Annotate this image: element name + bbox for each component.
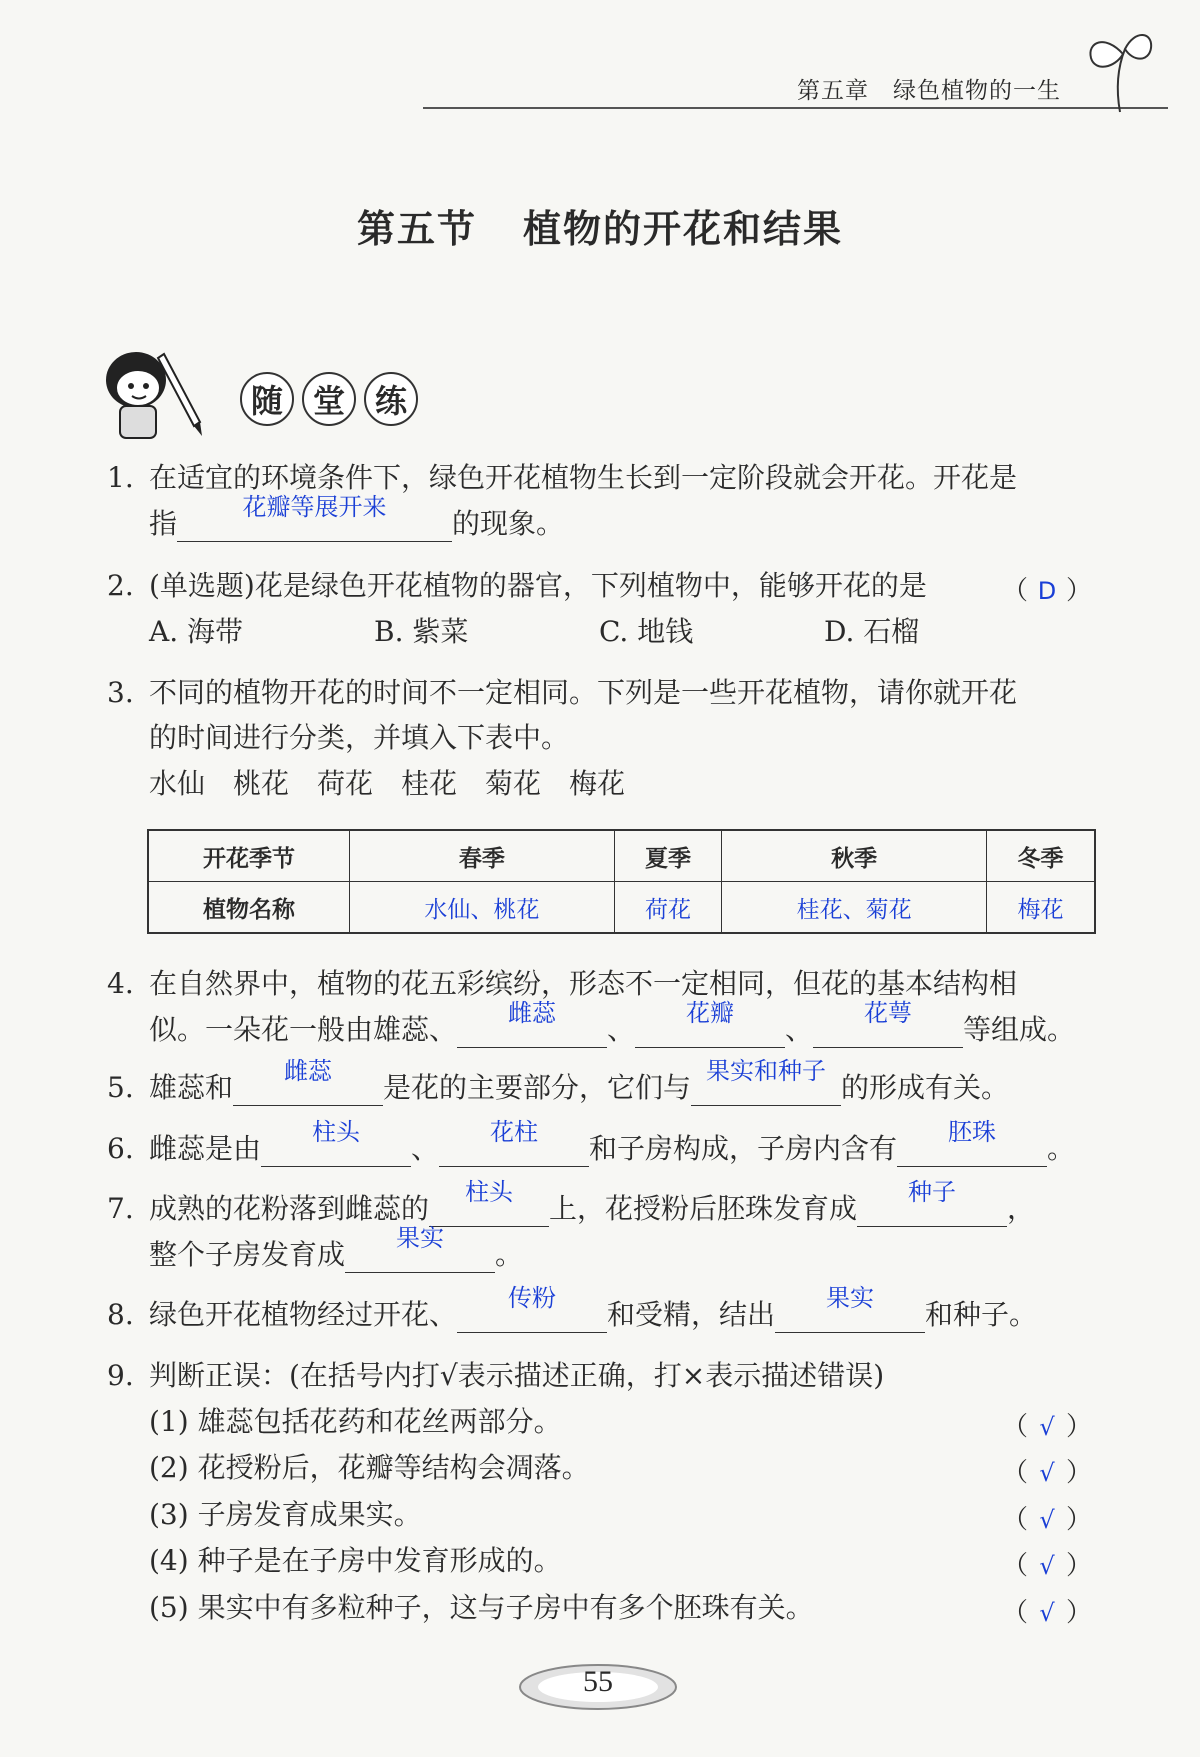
question-8 [107, 1284, 1038, 1333]
question-6 [107, 1118, 1076, 1167]
answer-blank[interactable] [813, 999, 963, 1048]
question-text: ， [1007, 1192, 1036, 1225]
answer-text: D [1037, 577, 1057, 605]
answer-blank[interactable] [691, 1057, 841, 1106]
answer-blank[interactable] [457, 999, 607, 1048]
question-number: 6. [107, 1132, 134, 1165]
table-header-cell: 夏季 [614, 830, 721, 882]
answer-blank[interactable] [177, 493, 452, 542]
separator: 、 [785, 1013, 814, 1046]
answer-blank[interactable] [775, 1284, 925, 1333]
judgement-item: (1) 雄蕊包括花药和花丝两部分。 [149, 1405, 562, 1438]
table-header-cell: 秋季 [722, 830, 987, 882]
option-a: A. 海带 [149, 615, 244, 648]
judgement-answer-box[interactable]: （ √ ） [1002, 1412, 1093, 1442]
table-row-label: 植物名称 [148, 882, 350, 934]
question-text: (单选题)花是绿色开花植物的器官，下列植物中，能够开花的是 [149, 569, 927, 602]
judgement-answer-box[interactable]: （ √ ） [1002, 1551, 1093, 1581]
option-b: B. 紫菜 [374, 615, 469, 648]
choice-answer-box[interactable]: （ D ） [1002, 576, 1093, 606]
answer-blank[interactable] [439, 1118, 589, 1167]
question-number: 2. [107, 569, 134, 602]
question-text: 和受精，结出 [607, 1298, 776, 1331]
question-7-line2 [149, 1224, 524, 1273]
question-text: 似。一朵花一般由雄蕊、 [149, 1013, 458, 1046]
answer-text: √ [1039, 1459, 1055, 1487]
table-header-cell: 开花季节 [148, 830, 350, 882]
question-number: 8. [107, 1298, 134, 1331]
section-number: 第五节 [356, 207, 477, 251]
question-4-line2 [149, 999, 1076, 1048]
judgement-answer-box[interactable]: （ √ ） [1002, 1598, 1093, 1628]
question-text: 成熟的花粉落到雌蕊的 [149, 1192, 430, 1225]
answer-text: 传粉 [508, 1284, 557, 1312]
answer-text: 花瓣 [686, 999, 735, 1027]
question-number: 7. [107, 1192, 134, 1225]
question-1-line2 [149, 493, 565, 542]
question-3-line1 [107, 675, 1017, 711]
badge-char: 随 [240, 372, 294, 426]
judgement-item: (2) 花授粉后，花瓣等结构会凋落。 [149, 1451, 590, 1484]
separator: 、 [607, 1013, 636, 1046]
leaf-icon [1085, 24, 1155, 114]
page-number: 55 [583, 1665, 613, 1698]
chapter-header: 第五章 绿色植物的一生 [797, 78, 1061, 104]
question-9-stem [107, 1358, 884, 1394]
answer-blank[interactable] [897, 1118, 1047, 1167]
question-text: 是花的主要部分，它们与 [383, 1071, 692, 1104]
question-text: 绿色开花植物经过开花、 [149, 1298, 458, 1331]
answer-blank[interactable] [345, 1224, 495, 1273]
question-text: 在适宜的环境条件下，绿色开花植物生长到一定阶段就会开花。开花是 [149, 461, 1018, 494]
question-2-options [149, 614, 1049, 650]
question-text: 上，花授粉后胚珠发育成 [549, 1192, 858, 1225]
table-header-cell: 春季 [350, 830, 615, 882]
question-text: 不同的植物开花的时间不一定相同。下列是一些开花植物，请你就开花 [149, 676, 1018, 709]
question-text: 和子房构成，子房内含有 [589, 1132, 898, 1165]
answer-text: 柱头 [312, 1118, 361, 1146]
question-number: 1. [107, 461, 134, 494]
answer-text: 果实 [396, 1224, 445, 1252]
answer-text: 胚珠 [948, 1118, 997, 1146]
answer-text: √ [1039, 1413, 1055, 1441]
answer-text: 雌蕊 [508, 999, 557, 1027]
answer-text: 果实 [826, 1284, 875, 1312]
question-text: 判断正误：(在括号内打√表示描述正确，打×表示描述错误) [149, 1359, 885, 1392]
answer-text: 种子 [908, 1178, 957, 1206]
student-mascot-icon [98, 344, 218, 444]
answer-blank[interactable] [635, 999, 785, 1048]
question-number: 9. [107, 1359, 134, 1392]
answer-blank[interactable] [457, 1284, 607, 1333]
practice-badge [240, 372, 418, 426]
question-text: 的现象。 [452, 507, 565, 540]
question-text: 等组成。 [963, 1013, 1076, 1046]
question-2-stem [107, 568, 927, 604]
question-5 [107, 1057, 1010, 1106]
table-answer-cell[interactable]: 梅花 [987, 882, 1095, 934]
question-text: 指 [149, 507, 178, 540]
table-answer-cell[interactable]: 荷花 [614, 882, 721, 934]
question-text: 雌蕊是由 [149, 1132, 262, 1165]
plant-list: 水仙 桃花 荷花 桂花 菊花 梅花 [149, 767, 626, 800]
answer-blank[interactable] [233, 1057, 383, 1106]
header-rule [423, 107, 1168, 109]
answer-text: √ [1039, 1599, 1055, 1627]
answer-blank[interactable] [857, 1178, 1007, 1227]
question-number: 3. [107, 676, 134, 709]
option-c: C. 地钱 [599, 615, 694, 648]
judgement-answer-box[interactable]: （ √ ） [1002, 1505, 1093, 1535]
question-text: 在自然界中，植物的花五彩缤纷，形态不一定相同，但花的基本结构相 [149, 967, 1018, 1000]
table-row [148, 882, 1095, 934]
judgement-item: (4) 种子是在子房中发育形成的。 [149, 1544, 562, 1577]
table-answer-cell[interactable]: 水仙、桃花 [350, 882, 615, 934]
section-name: 植物的开花和结果 [523, 207, 844, 251]
answer-blank[interactable] [261, 1118, 411, 1167]
badge-char: 堂 [302, 372, 356, 426]
judgement-item: (3) 子房发育成果实。 [149, 1498, 422, 1531]
answer-text: √ [1039, 1506, 1055, 1534]
table-answer-cell[interactable]: 桂花、菊花 [722, 882, 987, 934]
answer-text: 果实和种子 [706, 1057, 827, 1085]
question-7-line1 [107, 1178, 1036, 1227]
question-3-line2: 的时间进行分类，并填入下表中。 [149, 721, 570, 754]
badge-char: 练 [364, 372, 418, 426]
question-text: 和种子。 [925, 1298, 1038, 1331]
answer-text: 雌蕊 [284, 1057, 333, 1085]
answer-text: 花萼 [864, 999, 913, 1027]
option-d: D. 石榴 [824, 615, 920, 648]
answer-text: √ [1039, 1552, 1055, 1580]
separator: 、 [411, 1132, 440, 1165]
question-text: 。 [1047, 1132, 1076, 1165]
judgement-answer-box[interactable]: （ √ ） [1002, 1458, 1093, 1488]
question-text: 雄蕊和 [149, 1071, 234, 1104]
question-text: 。 [495, 1238, 524, 1271]
judgement-item: (5) 果实中有多粒种子，这与子房中有多个胚珠有关。 [149, 1591, 814, 1624]
answer-text: 花瓣等展开来 [242, 493, 387, 521]
question-number: 5. [107, 1071, 134, 1104]
question-text: 的形成有关。 [841, 1071, 1010, 1104]
answer-text: 柱头 [465, 1178, 514, 1206]
question-text: 整个子房发育成 [149, 1238, 346, 1271]
question-number: 4. [107, 967, 134, 1000]
table-header-cell: 冬季 [987, 830, 1095, 882]
flowering-season-table [147, 829, 1096, 934]
answer-text: 花柱 [490, 1118, 539, 1146]
table-row [148, 830, 1095, 882]
section-title [0, 198, 1200, 253]
